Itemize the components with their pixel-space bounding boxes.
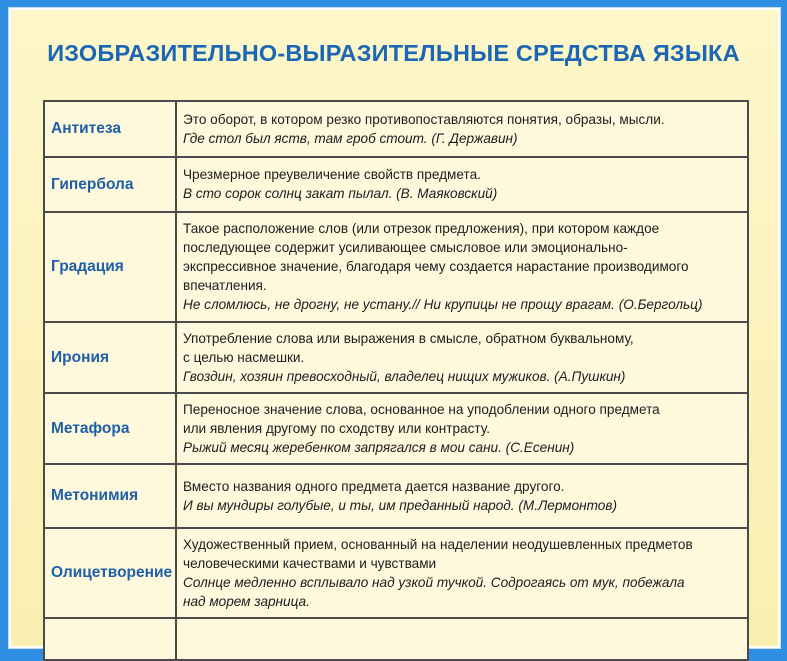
term-cell: Метонимия [45,465,177,527]
table-row [45,213,747,323]
terms-table [43,100,749,661]
example-text: Гвоздин, хозяин превосходный, владелец нищих мужиков. (А.Пушкин) [183,368,626,384]
table-row [45,323,747,394]
definition-cell [177,323,747,392]
definition-text: Вместо названия одного предмета дается название другого. [183,478,565,494]
definition-text: Такое расположение слов (или отрезок предложения), при котором каждое последующее содержит усиливающее смысловое или эмоционально- экспрессивное значение, благодаря чему создается нарастание производимого впечатления. [183,221,689,293]
page-title: ИЗОБРАЗИТЕЛЬНО-ВЫРАЗИТЕЛЬНЫЕ СРЕДСТВА ЯЗЫКА [47,40,740,66]
term-cell: Гипербола [45,158,177,211]
table-row-cut-off [45,619,747,659]
term-cell: Метафора [45,394,177,463]
definition-text: Чрезмерное преувеличение свойств предмета. [183,167,481,182]
definition-text: Это оборот, в котором резко противопоставляются понятия, образы, мысли. [183,111,665,127]
definition-text: Употребление слова или выражения в смысле, обратном буквальному, с целью насмешки. [183,330,634,365]
example-text: Солнце медленно всплывало над узкой тучкой. Содрогаясь от мук, побежала над морем зарница. [183,574,685,609]
definition-cell [177,465,747,527]
example-text: Рыжий месяц жеребенком запрягался в мои сани. (С.Есенин) [183,439,575,455]
term-cell: Антитеза [45,102,177,156]
definition-cell [177,158,747,211]
term-cell: Градация [45,213,177,321]
table-row [45,465,747,529]
table-row [45,394,747,465]
table-row [45,158,747,213]
definition-cell [177,394,747,463]
term-cell: Олицетворение [45,529,177,617]
table-row [45,102,747,158]
example-text: В сто сорок солнц закат пылал. (В. Маяковский) [183,186,498,201]
example-text: Где стол был яств, там гроб стоит. (Г. Державин) [183,130,518,146]
definition-text: Художественный прием, основанный на наделении неодушевленных предметов человеческими качествами и чувствами [183,536,693,571]
definition-cell [177,213,747,321]
definition-text: Переносное значение слова, основанное на уподоблении одного предмета или явления другому по сходству или контрасту. [183,401,660,436]
definition-cell [177,619,747,659]
definition-cell [177,102,747,156]
definition-cell [177,529,747,617]
term-cell: Ирония [45,323,177,392]
example-text: И вы мундиры голубые, и ты, им преданный народ. (М.Лермонтов) [183,497,617,513]
table-row [45,529,747,619]
example-text: Не сломлюсь, не дрогну, не устану.// Ни крупицы не прощу врагам. (О.Бергольц) [183,297,703,312]
term-cell [45,619,177,659]
